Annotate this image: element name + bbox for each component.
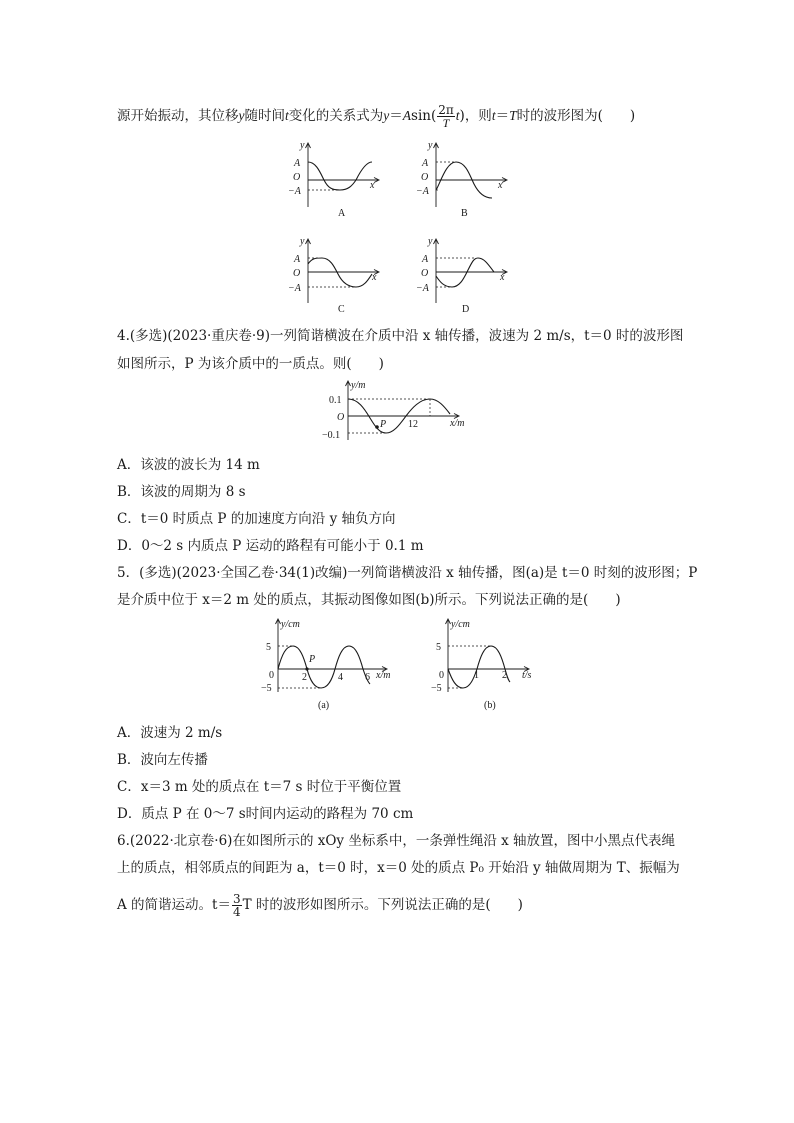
q5-a-ylabel: y/cm [281, 619, 300, 630]
q5-b-caption: (b) [484, 700, 496, 711]
q3-d-ylabel: y [428, 236, 433, 247]
q4-option-d: D．0～2 s 内质点 P 运动的路程有可能小于 0.1 m [117, 538, 424, 554]
q3-formula-fraction [437, 104, 455, 129]
q3-graph-a [280, 140, 390, 222]
q3-c-ylabel: y [300, 236, 305, 247]
q3-a-origin: O [293, 172, 301, 183]
q4-xtick: 12 [408, 419, 418, 430]
q3-c-xlabel: x [372, 272, 377, 283]
q3-b-origin: O [421, 172, 429, 183]
q4-origin: O [337, 412, 345, 423]
q5-stem-line2: 是介质中位于 x＝2 m 处的质点，其振动图像如图(b)所示。下列说法正确的是( ) [117, 592, 621, 608]
q5-a-x2: 2 [302, 672, 307, 683]
q3-d-xlabel: x [500, 272, 505, 283]
q3-var-T: T [509, 108, 517, 123]
q5-a-caption: (a) [318, 700, 330, 711]
q3-stem-text: 源开始振动，其位移 [117, 108, 239, 124]
q5-figure-b [428, 616, 558, 712]
q4-stem-line1: 4.(多选)(2023·重庆卷·9)一列简谐横波在介质中沿 x 轴传播，波速为 2 m/s，t＝0 时的波形图 [117, 328, 684, 344]
q6-stem-line2: 上的质点，相邻质点的间距为 a，t＝0 时，x＝0 处的质点 P₀ 开始沿 y 轴做周期为 T、振幅为 [117, 860, 680, 876]
q3-c-bottom: −A [288, 283, 301, 294]
q3-stem-text: ，则 [464, 108, 492, 124]
q4-point-p-dot [375, 425, 379, 429]
q5-option-a: A．波速为 2 m/s [117, 725, 223, 741]
q5-option-d: D．质点 P 在 0～7 s时间内运动的路程为 70 cm [117, 806, 414, 822]
q4-point-p: P [380, 419, 387, 430]
q5-b-xlabel: t/s [522, 670, 532, 681]
q3-a-caption: A [338, 208, 346, 219]
q3-d-bottom: −A [416, 283, 429, 294]
q3-a-bottom: −A [288, 186, 301, 197]
q3-stem-text: 随时间 [244, 108, 285, 124]
q3-frac-den: T [442, 116, 450, 130]
q3-a-ylabel: y [300, 140, 305, 151]
q5-b-ybottom: −5 [431, 683, 442, 694]
q5-a-x4: 4 [338, 672, 343, 683]
q3-formula-t: t [455, 108, 460, 123]
q3-graph-c [280, 236, 390, 318]
q5-b-ylabel: y/cm [451, 619, 470, 630]
q3-d-top: A [422, 254, 429, 265]
q6-stem-line1: 6.(2022·北京卷·6)在如图所示的 xOy 坐标系中，一条弹性绳沿 x 轴放置，图中小黑点代表绳 [117, 833, 676, 849]
q4-option-b: B．该波的周期为 8 s [117, 484, 246, 500]
q5-option-c: C．x＝3 m 处的质点在 t＝7 s 时位于平衡位置 [117, 779, 402, 795]
q5-a-origin: 0 [269, 670, 274, 681]
q3-c-origin: O [293, 268, 301, 279]
q3-stem-text: 时的波形图为( ) [516, 108, 636, 124]
q6-frac-den: 4 [232, 905, 241, 919]
q4-option-c: C．t＝0 时质点 P 的加速度方向沿 y 轴负方向 [117, 511, 396, 527]
q4-ylabel: y/m [351, 380, 366, 391]
q5-a-x6: 6 [365, 672, 370, 683]
q6-stem-text: A 的简谐运动。t＝ [117, 897, 231, 913]
q5-figure-a [258, 616, 408, 712]
q3-formula-sin: sin( [411, 108, 437, 124]
q6-stem-line3 [117, 893, 523, 918]
q5-a-ybottom: −5 [261, 683, 272, 694]
q3-d-caption: D [462, 304, 470, 315]
q4-ytop: 0.1 [329, 395, 342, 406]
q3-a-xlabel: x [370, 180, 375, 191]
q5-a-point-dot [305, 667, 308, 670]
q3-formula-eq: ＝ [389, 108, 403, 124]
q3-b-xlabel: x [498, 180, 503, 191]
q3-var-t: t [285, 108, 289, 123]
q5-a-point: P [309, 654, 316, 665]
q4-xlabel: x/m [450, 418, 465, 429]
q3-c-top: A [294, 254, 301, 265]
q4-ybottom: −0.1 [322, 430, 341, 441]
q5-option-b: B．波向左传播 [117, 752, 208, 768]
q3-b-top: A [422, 158, 429, 169]
q3-c-caption: C [338, 304, 345, 315]
q5-b-ytop: 5 [436, 642, 441, 653]
q3-stem [117, 104, 635, 129]
q5-a-xlabel: x/m [376, 670, 391, 681]
q3-a-top: A [294, 158, 301, 169]
q4-option-a: A．该波的波长为 14 m [117, 457, 260, 473]
q3-var-y: y [238, 108, 245, 123]
q4-wave-figure [318, 378, 478, 446]
q3-d-origin: O [421, 268, 429, 279]
q5-b-x2: 2 [502, 670, 507, 681]
q3-formula-amplitude: A [402, 108, 412, 123]
q3-frac-num: 2π [438, 103, 454, 117]
q5-b-x1: 1 [474, 670, 479, 681]
q6-stem-text: T 时的波形如图所示。下列说法正确的是( ) [242, 897, 523, 913]
q5-a-ytop: 5 [266, 642, 271, 653]
q3-formula-close: ) [459, 108, 465, 124]
q3-b-bottom: −A [416, 186, 429, 197]
q3-b-ylabel: y [428, 140, 433, 151]
q3-var-t2: t [491, 108, 496, 123]
q5-b-origin: 0 [439, 670, 444, 681]
q3-graph-d [408, 236, 518, 318]
q6-fraction [232, 893, 242, 918]
q4-stem-line2: 如图所示，P 为该介质中的一质点。则( ) [117, 356, 384, 372]
q3-graph-b [408, 140, 518, 222]
q3-stem-eq: ＝ [495, 108, 510, 124]
q3-stem-text: 变化的关系式为 [288, 108, 384, 124]
q5-stem-line1: 5．(多选)(2023·全国乙卷·34(1)改编)一列简谐横波沿 x 轴传播，图(a)是 t＝0 时刻的波形图；P [117, 565, 698, 581]
q3-formula-y: y [383, 108, 390, 123]
q6-frac-num: 3 [232, 892, 241, 906]
q3-b-caption: B [461, 208, 468, 219]
